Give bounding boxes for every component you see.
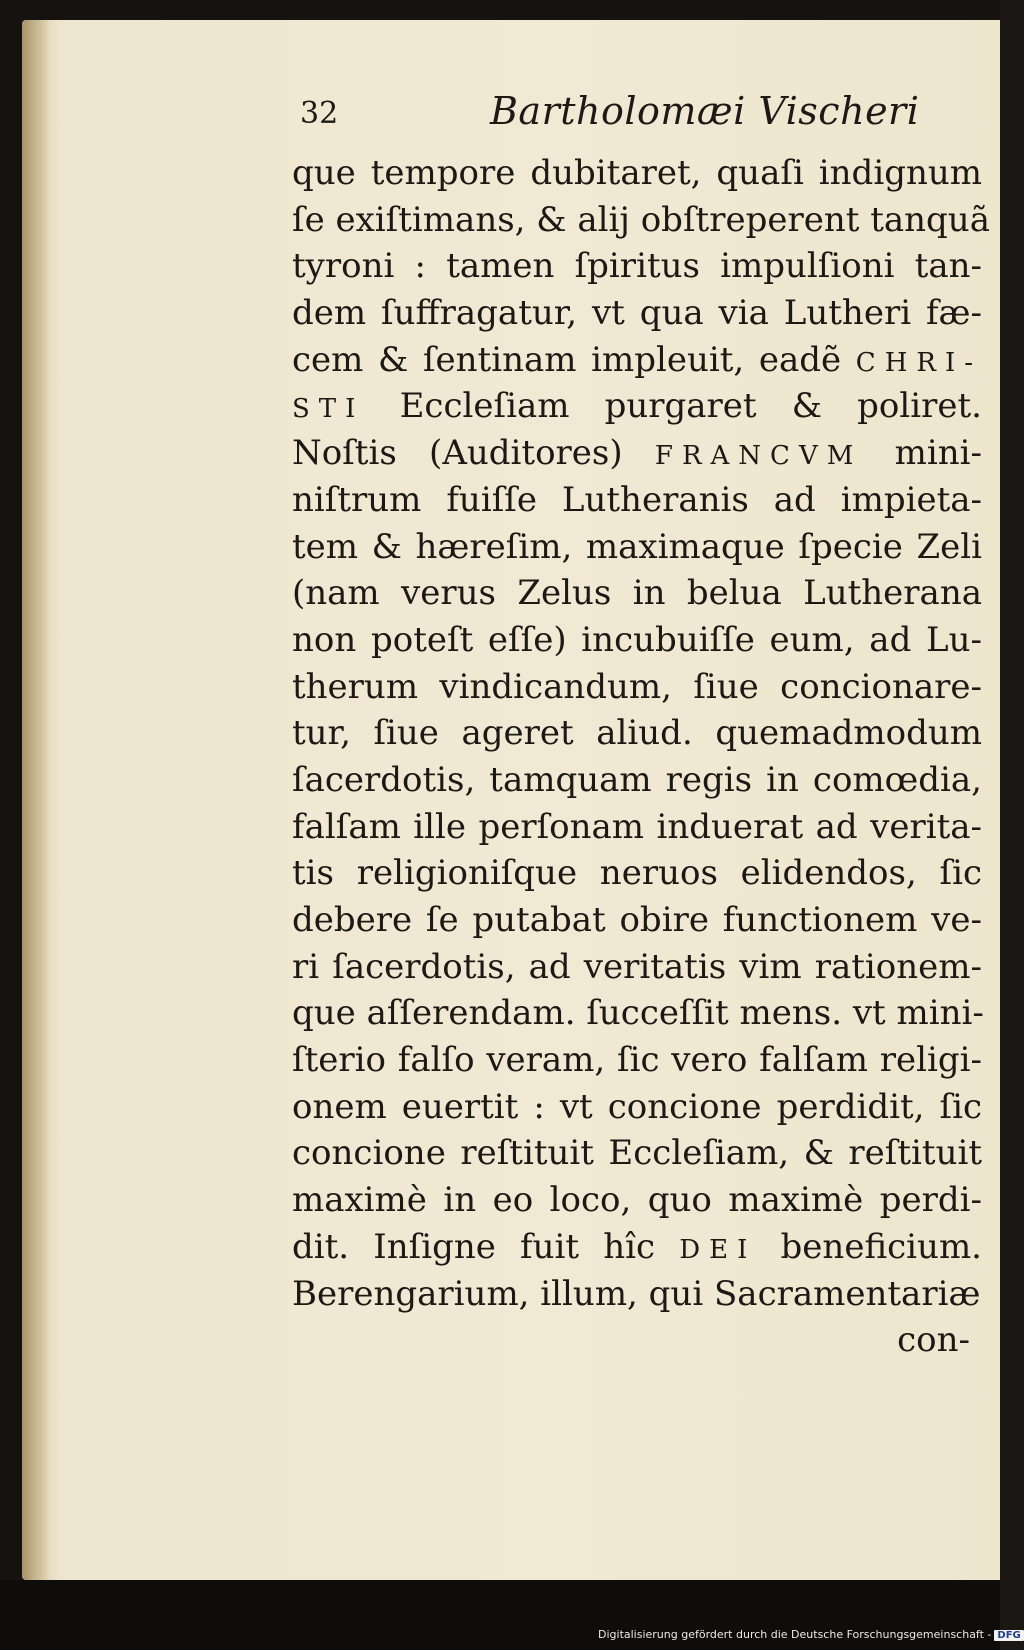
text-line: ſe exiſtimans, & alij obſtreperent tanquã (292, 199, 990, 240)
catchword: con- (897, 1320, 970, 1361)
text-line: cem & ſentinam impleuit, eadẽ CHRI- (292, 339, 982, 380)
text-line: maximè in eo loco, quo maximè perdi- (292, 1180, 982, 1221)
text-line: ſterio falſo veram, ſic vero falſam religi- (292, 1040, 982, 1081)
page-binding-edge (22, 20, 50, 1580)
body-text (292, 150, 990, 1364)
text-line: ſacerdotis, tamquam regis in comœdia, (292, 759, 982, 800)
text-line: ri ſacerdotis, ad veritatis vim rationem- (292, 946, 982, 987)
text-line: tyroni : tamen ſpiritus impulſioni tan- (292, 246, 982, 287)
digitization-credit (598, 1628, 1024, 1641)
text-line: concione reſtituit Eccleſiam, & reſtituit (292, 1133, 982, 1174)
text-line: Berengarium, illum, qui Sacramentariæ (292, 1273, 981, 1314)
text-line: tis religioniſque neruos elidendos, ſic (292, 853, 982, 894)
text-line: dit. Inſigne fuit hîc DEI beneficium. (292, 1226, 982, 1267)
text-line: tem & hæreſim, maximaque ſpecie Zeli (292, 526, 982, 567)
folio-number: 32 (300, 96, 339, 131)
text-line: tur, ſiue ageret aliud. quemadmodum (292, 713, 982, 754)
text-line: dem ſuffragatur, vt qua via Lutheri fæ- (292, 293, 982, 334)
text-line: que tempore dubitaret, quaſi indignum (292, 153, 982, 193)
text-line: debere ſe putabat obire functionem ve- (292, 900, 982, 940)
text-line: therum vindicandum, ſiue concionare- (292, 666, 982, 707)
small-caps-francvm: FRANCVM (654, 441, 863, 472)
small-caps-sti: STI (292, 394, 365, 425)
text-line: falſam ille perſonam induerat ad verita- (292, 806, 982, 847)
credit-text: Digitalisierung gefördert durch die Deutsche Forschungsgemeinschaft - (598, 1628, 992, 1641)
running-head: Bartholomæi Vischeri (490, 89, 920, 133)
text-line: (nam verus Zelus in belua Lutherana (292, 573, 982, 614)
small-caps-christi: CHRI- (855, 347, 982, 378)
text-line: Noſtis (Auditores) FRANCVM mini- (292, 433, 982, 474)
text-line: niſtrum fuiſſe Lutheranis ad impieta- (292, 479, 982, 520)
small-caps-dei: DEI (679, 1234, 757, 1265)
text-line: onem euertit : vt concione perdidit, ſic (292, 1086, 982, 1127)
dfg-logo: DFG (994, 1630, 1023, 1641)
page-header (300, 88, 920, 140)
text-line: non poteſt eſſe) incubuiſſe eum, ad Lu- (292, 619, 982, 660)
text-line: que aſſerendam. ſucceſſit mens. vt mini- (292, 993, 984, 1034)
text-line: STI Eccleſiam purgaret & poliret. (292, 386, 982, 427)
